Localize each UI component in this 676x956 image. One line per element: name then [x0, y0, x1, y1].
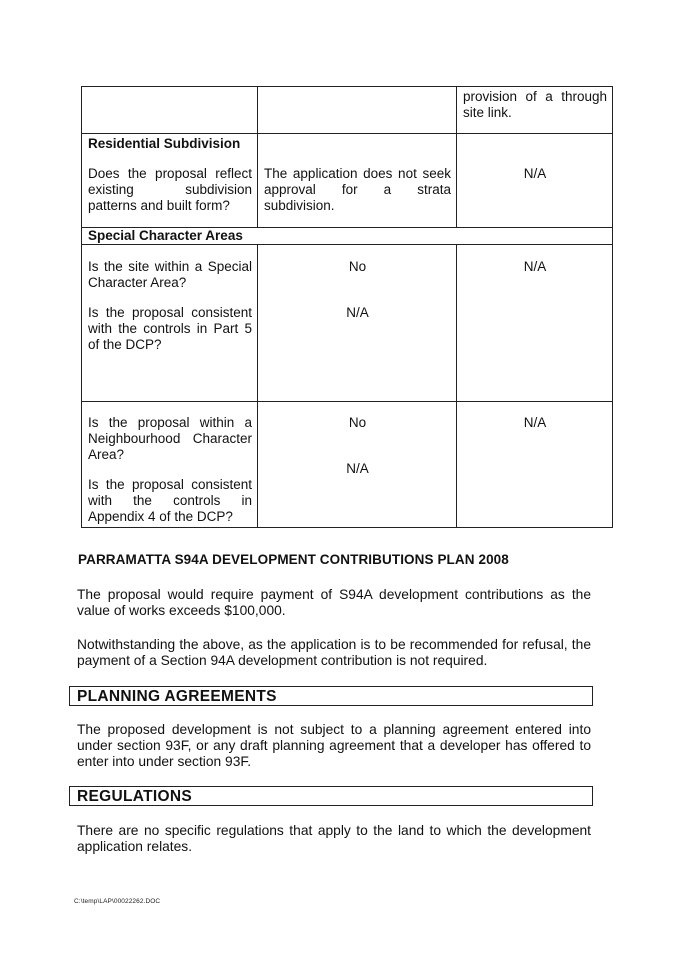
planning-agreements-paragraph: The proposed development is not subject to a planning agreement entered into under section 93F, or any draft planning agreement that a developer has offered to enter into under section 93F.: [77, 722, 591, 769]
table-cell: [457, 87, 613, 134]
footer-file-path: C:\temp\LAP\00022262.DOC: [74, 898, 161, 905]
section-heading-special-character-areas: Special Character Areas: [82, 228, 613, 245]
table-cell: [457, 402, 613, 528]
question-text: Does the proposal reflect existing subdivision patterns and built form?: [88, 166, 252, 213]
table-cell: [82, 245, 258, 402]
table-cell: [258, 87, 457, 134]
table-row: [82, 402, 613, 528]
table-row: [82, 87, 613, 134]
table-cell: [258, 245, 457, 402]
contributions-paragraph-1: The proposal would require payment of S94A development contributions as the value of works exceeds $100,000.: [77, 587, 591, 618]
table-cell: [258, 402, 457, 528]
contributions-paragraph-2: Notwithstanding the above, as the application is to be recommended for refusal, the payment of a Section 94A development contribution is not required.: [77, 637, 591, 668]
table-cell: [82, 134, 258, 228]
table-cell: [457, 245, 613, 402]
table-row: [82, 245, 613, 402]
compliance-text: N/A: [523, 259, 547, 274]
answer-text: N/A: [346, 305, 369, 320]
question-text: Is the proposal consistent with the controls in Part 5 of the DCP?: [88, 305, 252, 352]
section-heading-residential-subdivision: Residential Subdivision: [88, 136, 241, 151]
planning-agreements-heading: PLANNING AGREEMENTS: [69, 686, 593, 706]
compliance-text: N/A: [523, 415, 547, 430]
answer-text: No: [348, 259, 367, 274]
contributions-heading: PARRAMATTA S94A DEVELOPMENT CONTRIBUTIONS PLAN 2008: [78, 552, 509, 567]
answer-text: No: [348, 415, 367, 430]
answer-text: N/A: [346, 461, 369, 476]
table-cell: [82, 402, 258, 528]
question-text: Is the proposal consistent with the controls in Appendix 4 of the DCP?: [88, 477, 252, 524]
regulations-heading: REGULATIONS: [69, 786, 593, 806]
response-text: The application does not seek approval for a strata subdivision.: [264, 166, 451, 213]
regulations-paragraph: There are no specific regulations that apply to the land to which the development application relates.: [77, 823, 591, 854]
table-cell: [457, 134, 613, 228]
table-cell: [82, 87, 258, 134]
question-text: Is the proposal within a Neighbourhood Character Area?: [88, 415, 252, 462]
compliance-text: N/A: [523, 166, 547, 181]
table-row: [82, 134, 613, 228]
table-row: [82, 228, 613, 245]
assessment-table: [81, 86, 613, 528]
question-text: Is the site within a Special Character Area?: [88, 259, 252, 290]
cell-text: provision of a through site link.: [463, 89, 607, 120]
table-cell: [258, 134, 457, 228]
